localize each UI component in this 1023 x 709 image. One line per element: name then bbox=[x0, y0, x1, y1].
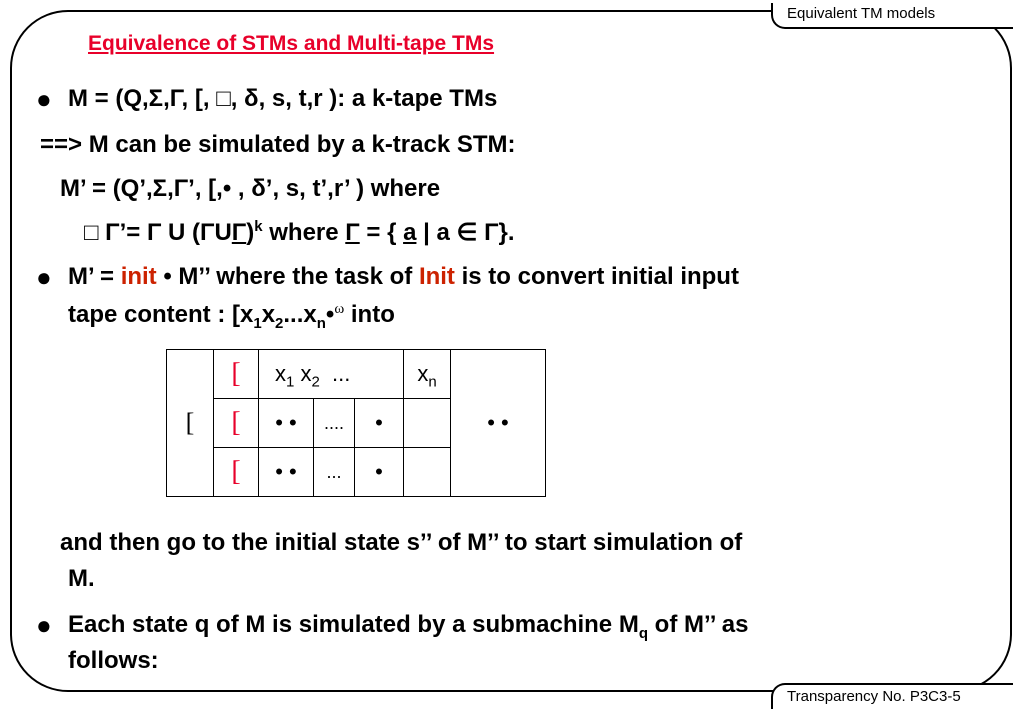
bullet-2: ● bbox=[36, 262, 52, 292]
sub-2: 2 bbox=[275, 314, 284, 332]
exponent-k: k bbox=[254, 218, 263, 235]
track-2-ellipsis-cell bbox=[314, 399, 355, 448]
track-3-dots-a bbox=[259, 448, 314, 497]
x1-sub: 1 bbox=[286, 373, 295, 391]
sub-1: 1 bbox=[253, 314, 262, 332]
gamma-prime-c: ) bbox=[246, 219, 255, 246]
x2: x bbox=[300, 361, 312, 386]
gamma-prime-f: = { bbox=[359, 219, 404, 246]
track-1-bracket: [ bbox=[231, 358, 241, 389]
omega: ω bbox=[334, 301, 345, 317]
line-init bbox=[68, 262, 739, 292]
x2-sub: 2 bbox=[311, 373, 320, 391]
bullet-3: ● bbox=[36, 610, 52, 640]
track-3-dot-cell bbox=[355, 448, 404, 497]
gamma-prime-a: □ Γ’= Γ U (ΓU bbox=[84, 219, 232, 246]
track-2-ellipsis: .... bbox=[323, 412, 344, 433]
track-3-dot: • bbox=[375, 459, 383, 484]
init-a: M’ = bbox=[68, 263, 121, 290]
tape-right-cells bbox=[451, 350, 546, 497]
track-2-dot-cell bbox=[355, 399, 404, 448]
tape-e: into bbox=[344, 301, 395, 328]
xn-sub: n bbox=[428, 373, 437, 391]
track-1-xn bbox=[404, 350, 451, 399]
sub-q: q bbox=[638, 624, 648, 642]
tape-d: • bbox=[325, 301, 335, 328]
tape-b: x bbox=[261, 301, 276, 328]
slide-title: Equivalence of STMs and Multi-tape TMs bbox=[88, 32, 495, 55]
track-1-start bbox=[214, 350, 259, 399]
gamma-underlined: Γ bbox=[231, 219, 247, 246]
track-2-dots-a bbox=[259, 399, 314, 448]
tape-c: ...x bbox=[283, 301, 317, 328]
track-row-1 bbox=[167, 350, 546, 399]
init-word: init bbox=[120, 263, 157, 290]
gamma-bar: Γ bbox=[345, 219, 360, 246]
track-1-cells bbox=[259, 350, 404, 399]
track-3-bracket: [ bbox=[231, 456, 241, 487]
footer-tab bbox=[771, 683, 1013, 709]
track-3-ellipsis: ... bbox=[326, 461, 342, 482]
header-label: Equivalent TM models bbox=[787, 5, 936, 22]
init-word-2: Init bbox=[418, 263, 455, 290]
each-state-a: Each state q of M is simulated by a submachine M bbox=[68, 611, 639, 638]
track-2-empty bbox=[404, 399, 451, 448]
track-2-bracket: [ bbox=[231, 407, 241, 438]
track-3-ellipsis-cell bbox=[314, 448, 355, 497]
tape-left-end bbox=[167, 350, 214, 497]
track-2-dots: • • bbox=[275, 410, 297, 435]
line-each-state bbox=[68, 610, 748, 640]
gamma-prime-d: where bbox=[262, 219, 346, 246]
line-gamma-prime bbox=[84, 218, 515, 248]
x1: x bbox=[275, 361, 286, 386]
bullet-1: ● bbox=[36, 84, 52, 114]
header-tab bbox=[771, 3, 1013, 29]
line-simulation: ==> M can be simulated by a k-track STM: bbox=[40, 131, 516, 158]
track-2-start bbox=[214, 399, 259, 448]
line-stm-definition: M’ = (Q’,Σ,Γ’, [,• , δ’, s, t’,r’ ) where bbox=[60, 175, 441, 202]
track-3-start bbox=[214, 448, 259, 497]
a-bar: a bbox=[403, 219, 417, 246]
init-e: is to convert initial input bbox=[454, 263, 739, 290]
track-3-dots: • • bbox=[275, 459, 297, 484]
track-1-ellipsis: ... bbox=[332, 361, 351, 386]
track-2-dot: • bbox=[375, 410, 383, 435]
footer-label: Transparency No. P3C3-5 bbox=[787, 688, 961, 705]
init-c: • M’’ where the task of bbox=[156, 263, 419, 290]
tape-diagram bbox=[166, 349, 546, 497]
xn: x bbox=[417, 361, 429, 386]
tape-a: tape content : [x bbox=[68, 301, 254, 328]
line-m: M. bbox=[68, 565, 95, 592]
line-tape-content bbox=[68, 300, 395, 330]
track-3-empty bbox=[404, 448, 451, 497]
sub-n: n bbox=[316, 314, 326, 332]
right-dots: • • bbox=[487, 410, 509, 435]
line-tm-definition: M = (Q,Σ,Γ, [, □, δ, s, t,r ): a k-tape TMs bbox=[68, 85, 498, 112]
left-end-bracket: [ bbox=[185, 408, 195, 437]
line-then-go: and then go to the initial state s’’ of M’’ to start simulation of bbox=[60, 529, 743, 556]
each-state-b: of M’’ as bbox=[647, 611, 749, 638]
line-follows: follows: bbox=[68, 647, 159, 674]
gamma-prime-h: | a ∈ Γ}. bbox=[416, 219, 515, 246]
